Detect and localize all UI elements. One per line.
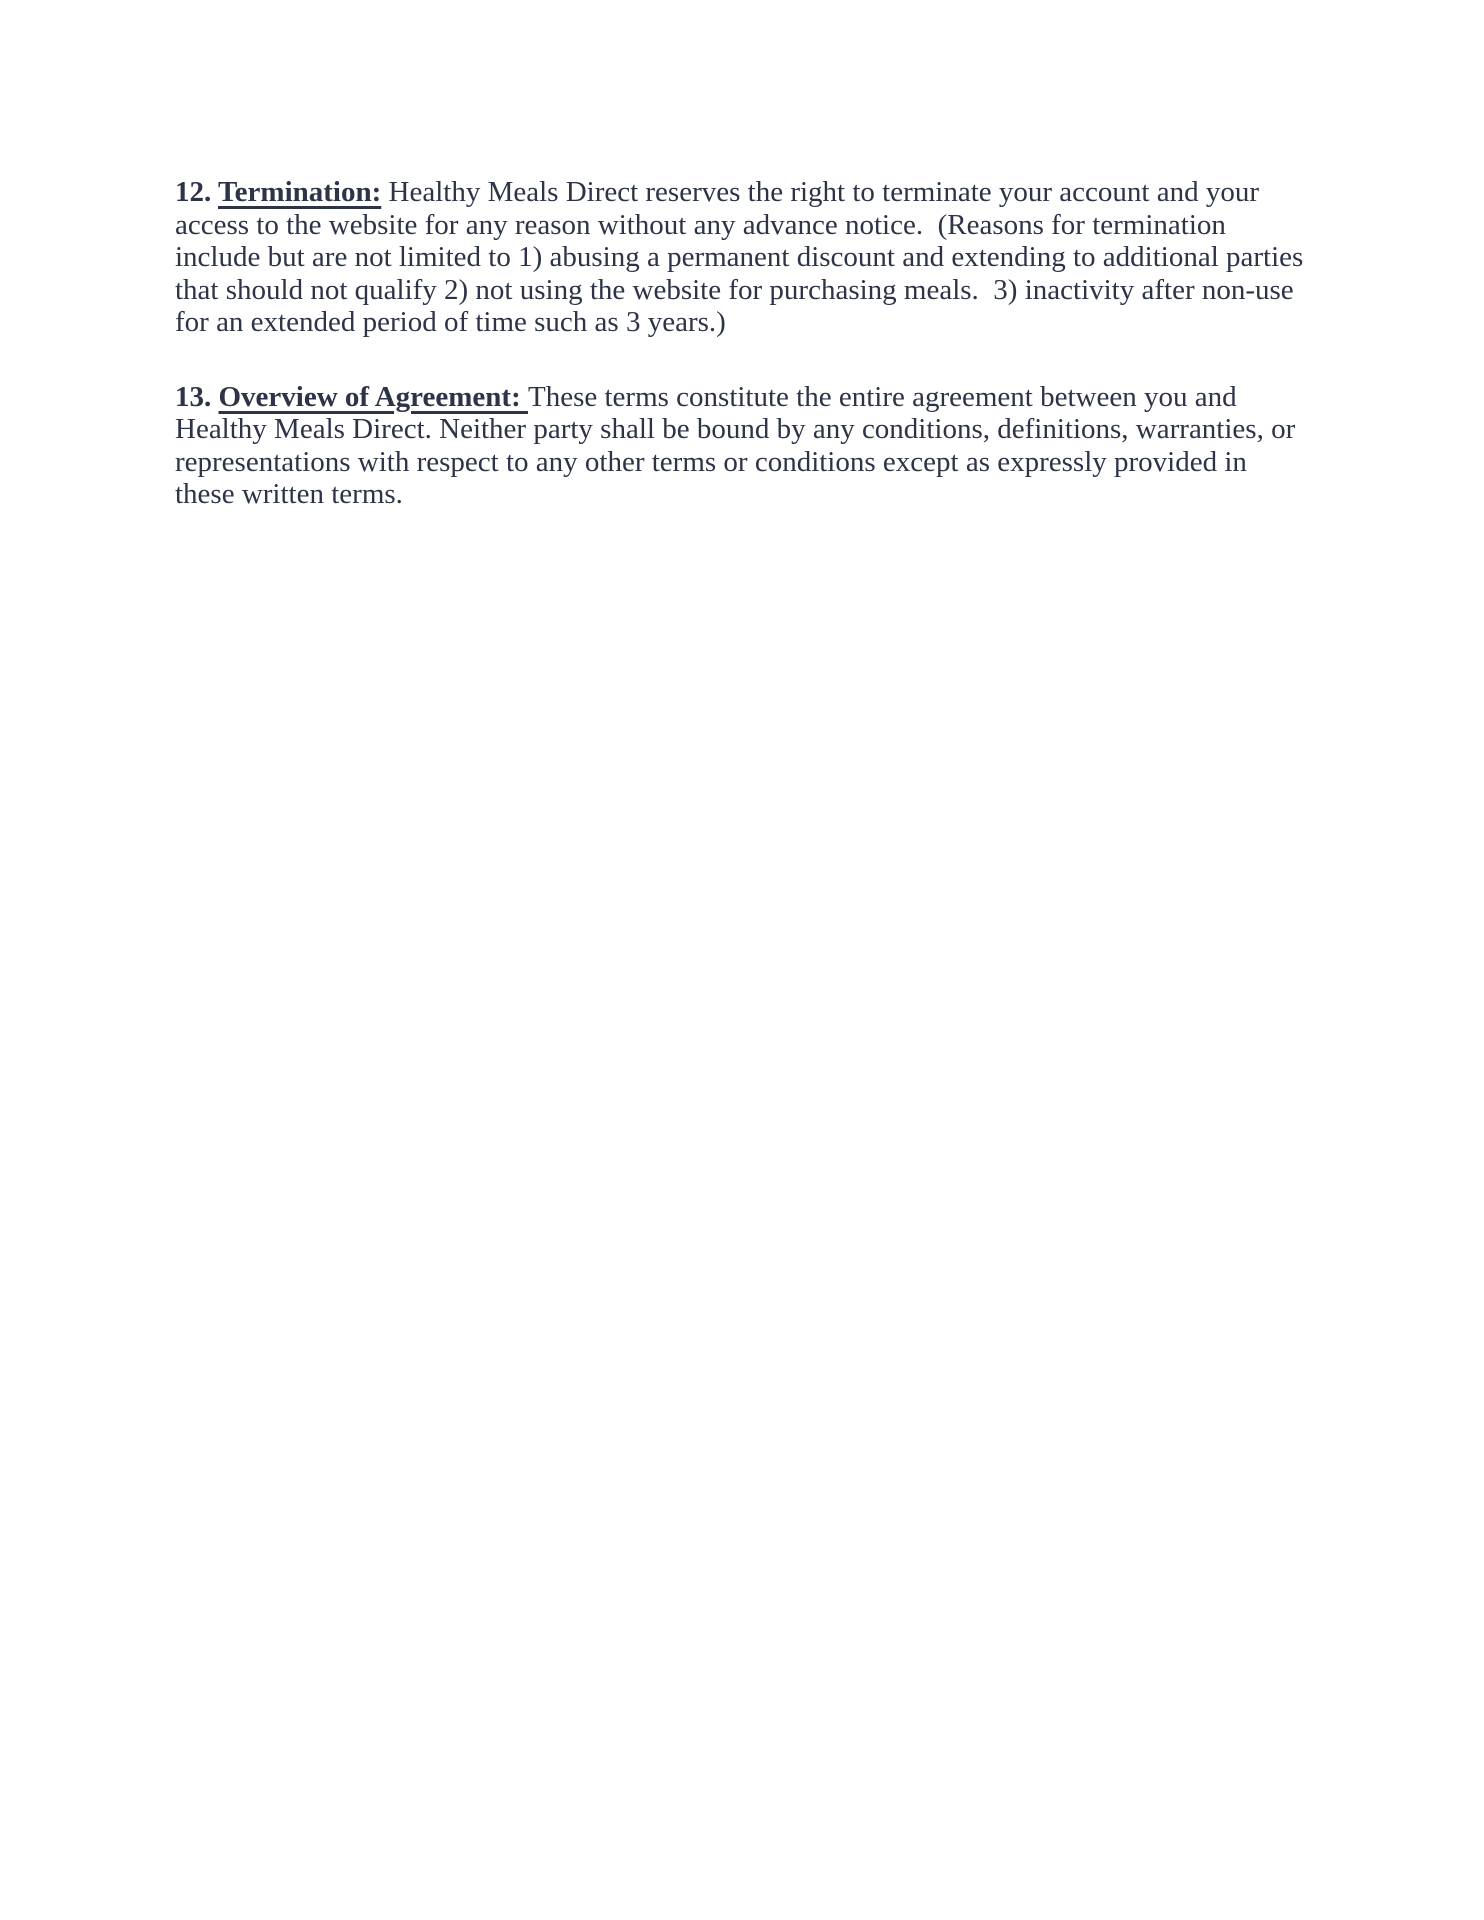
paragraph-line: representations with respect to any other terms or conditions except as expressly provided in [175, 445, 1247, 478]
paragraph-line: these written terms. [175, 478, 403, 510]
paragraph-12-termination [175, 176, 1309, 339]
paragraph-line: that should not qualify 2) not using the website for purchasing meals. 3) inactivity after non-use [175, 273, 1294, 306]
paragraph-line: Healthy Meals Direct. Neither party shall be bound by any conditions, definitions, warranties, or [175, 413, 1296, 445]
document-text-block [175, 176, 1309, 553]
paragraph-line [175, 381, 1309, 414]
section-heading: Termination: [217, 176, 382, 208]
section-heading: Overview of Agreement: [218, 380, 528, 413]
paragraph-line [175, 176, 1309, 209]
paragraph-line: access to the website for any reason without any advance notice. (Reasons for termination [175, 208, 1226, 241]
paragraph-line: include but are not limited to 1) abusing a permanent discount and extending to additional parties [175, 241, 1304, 273]
paragraph-13-overview-of-agreement [175, 381, 1309, 511]
body-text: These terms constitute the entire agreement between you and [527, 380, 1237, 413]
section-number: 13. [175, 380, 219, 413]
body-text: Healthy Meals Direct reserves the right to terminate your account and your [381, 176, 1260, 208]
paragraph-line: for an extended period of time such as 3 years.) [175, 306, 726, 338]
section-number: 12. [175, 176, 218, 208]
